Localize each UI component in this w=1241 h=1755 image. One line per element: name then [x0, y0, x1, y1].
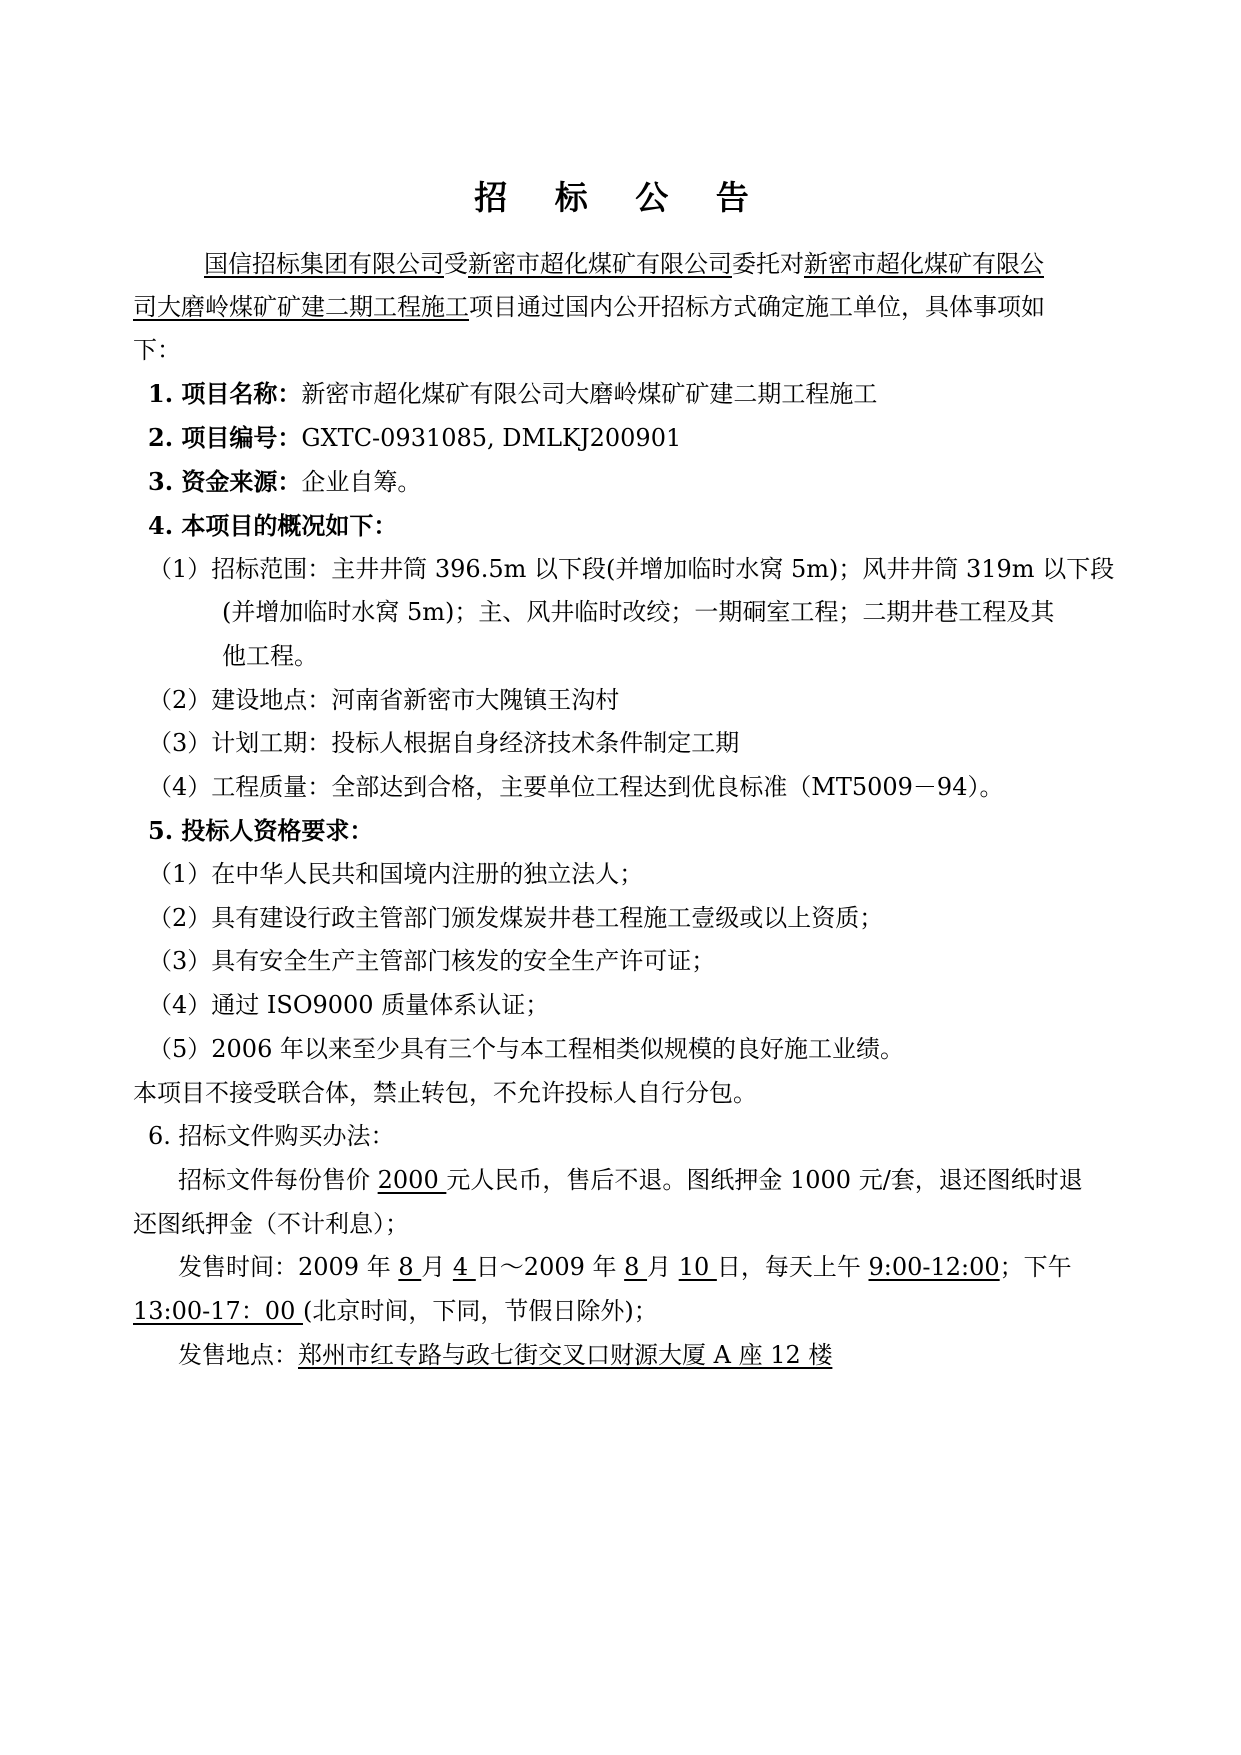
sale-time-line-2: 13:00-17：00 (北京时间，下同，节假日除外)；	[133, 1297, 658, 1325]
section-5-note: 本项目不接受联合体，禁止转包，不允许投标人自行分包。	[133, 1079, 757, 1107]
section-1	[148, 378, 877, 410]
end-month: 8	[624, 1253, 648, 1281]
morning-hours: 9:00-12:00	[868, 1253, 1000, 1281]
start-day: 4	[452, 1253, 476, 1281]
section-2-label: 2. 项目编号：	[148, 423, 302, 452]
afternoon-hours: 13:00-17：00	[133, 1297, 303, 1325]
section-4-item-4: （4）工程质量：全部达到合格，主要单位工程达到优良标准（MT5009－94）。	[148, 773, 1004, 801]
intro-line-1: 国信招标集团有限公司受新密市超化煤矿有限公司委托对新密市超化煤矿有限公	[204, 250, 1044, 278]
section-4-item-3: （3）计划工期：投标人根据自身经济技术条件制定工期	[148, 729, 740, 757]
section-4-item-1: （1）招标范围：主井井筒 396.5m 以下段(并增加临时水窝 5m)；风井井筒 319m 以下段	[148, 555, 1115, 583]
page-title: 招 标 公 告	[474, 178, 767, 217]
section-5-heading: 5. 投标人资格要求：	[148, 816, 374, 845]
start-month: 8	[398, 1253, 422, 1281]
section-5-item-1: （1）在中华人民共和国境内注册的独立法人；	[148, 860, 644, 888]
intro-line-3: 下：	[133, 336, 181, 364]
section-4-item-1-end: 他工程。	[222, 642, 318, 670]
section-4-heading: 4. 本项目的概况如下：	[148, 511, 398, 540]
intro-line-2: 司大磨岭煤矿矿建二期工程施工项目通过国内公开招标方式确定施工单位，具体事项如	[133, 293, 1045, 321]
section-4-item-2: （2）建设地点：河南省新密市大隗镇王沟村	[148, 686, 620, 714]
sale-time-line-1: 发售时间：2009 年 8 月 4 日～2009 年 8 月 10 日，每天上午 9:00-12:00；下午	[178, 1253, 1072, 1281]
end-day: 10	[678, 1253, 717, 1281]
section-1-value: 新密市超化煤矿有限公司大磨岭煤矿矿建二期工程施工	[301, 380, 878, 408]
section-1-label: 1. 项目名称：	[148, 379, 302, 408]
section-4-item-1-cont: (并增加临时水窝 5m)；主、风井临时改绞；一期硐室工程；二期井巷工程及其	[222, 598, 1055, 626]
section-3	[148, 466, 421, 498]
client-name: 新密市超化煤矿有限公司	[468, 250, 732, 278]
section-5-item-5: （5）2006 年以来至少具有三个与本工程相类似规模的良好施工业绩。	[148, 1035, 904, 1063]
section-3-value: 企业自筹。	[301, 468, 422, 496]
section-5-item-2: （2）具有建设行政主管部门颁发煤炭井巷工程施工壹级或以上资质；	[148, 904, 884, 932]
agency-name: 国信招标集团有限公司	[204, 250, 444, 278]
sale-place-value: 郑州市红专路与政七街交叉口财源大厦 A 座 12 楼	[298, 1341, 833, 1369]
section-5-item-3: （3）具有安全生产主管部门核发的安全生产许可证；	[148, 947, 716, 975]
project-name-part-2: 司大磨岭煤矿矿建二期工程施工	[133, 293, 469, 321]
sale-place-line: 发售地点：郑州市红专路与政七街交叉口财源大厦 A 座 12 楼	[178, 1341, 833, 1369]
project-name-part-1: 新密市超化煤矿有限公	[804, 250, 1044, 278]
price-value: 2000	[377, 1166, 447, 1194]
section-2-value: GXTC-0931085, DMLKJ200901	[301, 424, 682, 452]
section-6-heading: 6. 招标文件购买办法：	[148, 1122, 395, 1150]
section-3-label: 3. 资金来源：	[148, 467, 302, 496]
section-2	[148, 422, 681, 454]
section-5-item-4: （4）通过 ISO9000 质量体系认证；	[148, 991, 550, 1019]
price-line-2: 还图纸押金（不计利息）；	[133, 1210, 409, 1238]
price-line-1: 招标文件每份售价 2000 元人民币，售后不退。图纸押金 1000 元/套，退还图纸时退	[178, 1166, 1083, 1194]
